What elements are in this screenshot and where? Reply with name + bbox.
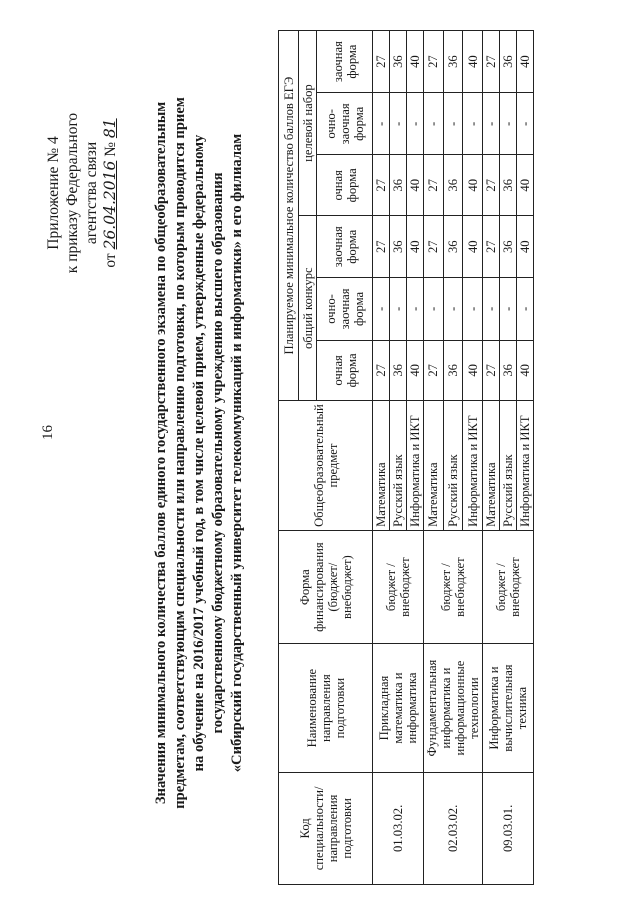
funding-cell: бюджет / внебюджет	[424, 530, 483, 643]
score-cell: 36	[443, 155, 463, 216]
score-cell: -	[500, 278, 517, 340]
subject-cell: Информатика и ИКТ	[463, 401, 483, 531]
date-prefix: от	[102, 253, 119, 268]
score-cell: 40	[407, 155, 424, 216]
header-parttime: заочная форма	[317, 31, 373, 93]
score-cell: 27	[483, 155, 500, 216]
appendix-block	[44, 78, 120, 308]
page-number: 16	[40, 425, 56, 440]
header-funding: Форма финансирования (бюджет/ внебюджет)	[279, 530, 373, 643]
header-subject: Общеобразовательный предмет	[279, 401, 373, 531]
number-prefix: №	[102, 142, 119, 157]
subject-cell: Информатика и ИКТ	[517, 401, 534, 531]
document-title	[152, 63, 247, 843]
header-general: общий конкурс	[299, 216, 317, 401]
header-name: Наименование направления подготовки	[279, 644, 373, 772]
score-cell: 40	[463, 340, 483, 401]
subject-cell: Русский язык	[500, 401, 517, 531]
score-cell: -	[373, 278, 390, 340]
score-cell: 40	[407, 31, 424, 93]
score-cell: -	[373, 93, 390, 155]
score-cell: 27	[424, 31, 444, 93]
score-cell: 36	[443, 31, 463, 93]
score-cell: 36	[500, 31, 517, 93]
header-fulltime: очная форма	[317, 155, 373, 216]
date-value: 26.04.2016	[101, 160, 119, 250]
funding-cell: бюджет / внебюджет	[373, 530, 424, 643]
appendix-date-line	[101, 78, 120, 308]
score-cell: -	[424, 278, 444, 340]
title-line-3: на обучение на 2016/2017 учебный год, в том числе целевой прием, утвержденные федеральному	[191, 134, 207, 772]
subject-cell: Информатика и ИКТ	[407, 401, 424, 531]
score-cell: -	[407, 93, 424, 155]
score-cell: 27	[483, 216, 500, 278]
direction-name-cell: Прикладная математика и информатика	[373, 644, 424, 772]
score-cell: -	[483, 93, 500, 155]
score-cell: 27	[424, 216, 444, 278]
header-fulltime: очная форма	[317, 340, 373, 401]
subject-cell: Математика	[373, 401, 390, 531]
subject-cell: Русский язык	[443, 401, 463, 531]
code-cell: 02.03.02.	[424, 772, 483, 884]
title-line-4: государственному бюджетному образовательному учреждению высшего образования	[210, 172, 226, 734]
header-mixed: очно-заочная форма	[317, 93, 373, 155]
score-cell: 27	[373, 216, 390, 278]
table-row	[424, 31, 444, 885]
score-cell: 27	[373, 155, 390, 216]
title-line-5: «Сибирский государственный университет телекоммуникаций и информатики» и его филиалам	[229, 133, 245, 773]
direction-name-cell: Фундаментальная информатика и информационные технологии	[424, 644, 483, 772]
score-cell: 36	[443, 216, 463, 278]
score-cell: -	[424, 93, 444, 155]
table-body	[373, 31, 534, 885]
table-row	[373, 31, 390, 885]
title-line-1: Значения минимального количества баллов единого государственного экзамена по общеобразовательным	[153, 101, 169, 805]
score-cell: 27	[424, 155, 444, 216]
score-cell: -	[517, 278, 534, 340]
score-cell: 36	[500, 216, 517, 278]
score-cell: -	[463, 93, 483, 155]
subject-cell: Математика	[483, 401, 500, 531]
table-row	[483, 31, 500, 885]
score-cell: 27	[483, 31, 500, 93]
header-parttime: заочная форма	[317, 216, 373, 278]
header-mixed: очно-заочная форма	[317, 278, 373, 340]
appendix-line-1: Приложение № 4	[45, 136, 62, 250]
score-cell: 40	[463, 155, 483, 216]
header-planned: Планируемое минимальное количество баллов ЕГЭ	[279, 31, 299, 401]
score-cell: 40	[517, 340, 534, 401]
score-cell: -	[483, 278, 500, 340]
score-cell: 40	[517, 31, 534, 93]
score-cell: -	[390, 278, 407, 340]
score-cell: 36	[390, 340, 407, 401]
ege-score-table	[278, 30, 534, 885]
score-cell: 27	[424, 340, 444, 401]
score-cell: -	[407, 278, 424, 340]
score-cell: 36	[500, 340, 517, 401]
score-cell: 36	[443, 340, 463, 401]
score-cell: 40	[407, 216, 424, 278]
score-cell: 27	[373, 340, 390, 401]
header-target: целевой набор	[299, 31, 317, 216]
score-cell: 36	[390, 155, 407, 216]
funding-cell: бюджет / внебюджет	[483, 530, 534, 643]
subject-cell: Русский язык	[390, 401, 407, 531]
appendix-line-2: к приказу Федерального	[64, 112, 81, 274]
score-cell: -	[517, 93, 534, 155]
score-cell: 40	[463, 31, 483, 93]
subject-cell: Математика	[424, 401, 444, 531]
score-cell: -	[443, 93, 463, 155]
direction-name-cell: Информатика и вычислительная техника	[483, 644, 534, 772]
score-cell: 36	[500, 155, 517, 216]
code-cell: 01.03.02.	[373, 772, 424, 884]
score-cell: -	[463, 278, 483, 340]
score-cell: 40	[463, 216, 483, 278]
title-line-2: предметам, соответствующим специальности или направлению подготовки, по которым проводится прием	[172, 97, 188, 809]
score-cell: -	[390, 93, 407, 155]
header-code: Код специальности/ направления подготовки	[279, 772, 373, 884]
code-cell: 09.03.01.	[483, 772, 534, 884]
appendix-line-3: агентства связи	[83, 141, 100, 245]
score-cell: 40	[407, 340, 424, 401]
score-cell: 40	[517, 155, 534, 216]
score-cell: 36	[390, 216, 407, 278]
number-value: 81	[101, 118, 119, 139]
score-cell: -	[443, 278, 463, 340]
score-cell: 40	[517, 216, 534, 278]
score-cell: 36	[390, 31, 407, 93]
score-cell: 27	[373, 31, 390, 93]
score-cell: -	[500, 93, 517, 155]
score-cell: 27	[483, 340, 500, 401]
